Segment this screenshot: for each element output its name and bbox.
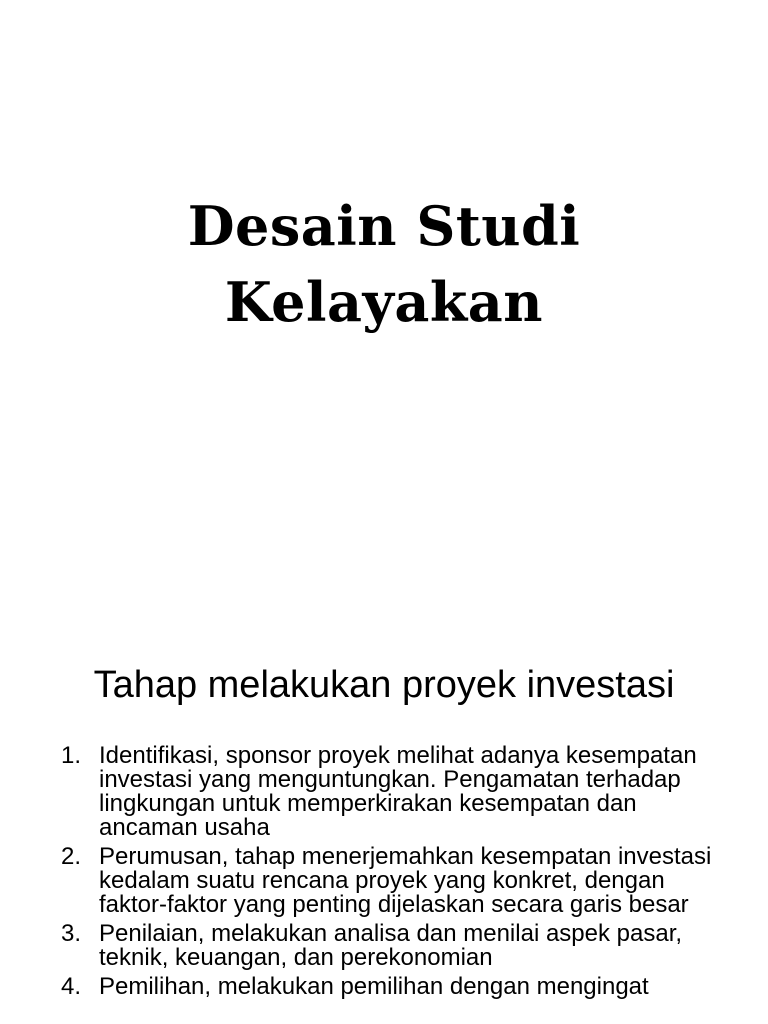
step-number: 2. [61, 843, 82, 870]
list-item-step-4 [0, 975, 768, 999]
step-number: 3. [61, 920, 82, 947]
list-item-step-3 [0, 922, 768, 970]
content-slide-heading: Tahap melakukan proyek investasi [93, 664, 675, 706]
slide-title-line-1: Desain Studi [187, 194, 581, 258]
step-text: Identifikasi, sponsor proyek melihat adanya kesempatan investasi yang menguntungkan. Pengamatan terhadap lingkungan untuk memperkirakan kesempatan dan ancaman usaha [99, 742, 697, 841]
step-number: 4. [61, 973, 82, 1000]
slide-title [0, 188, 768, 340]
list-item-step-2 [0, 845, 768, 917]
step-text: Pemilihan, melakukan pemilihan dengan mengingat [99, 973, 649, 1000]
step-number: 1. [61, 742, 82, 769]
step-text: Penilaian, melakukan analisa dan menilai aspek pasar, teknik, keuangan, dan perekonomian [99, 920, 683, 971]
content-slide [0, 620, 768, 1024]
list-item-step-1 [0, 744, 768, 840]
steps-list [0, 744, 768, 1004]
step-text: Perumusan, tahap menerjemahkan kesempatan investasi kedalam suatu rencana proyek yang konkret, dengan faktor-faktor yang penting dijelaskan secara garis besar [99, 843, 712, 918]
slide-title-line-2: Kelayakan [224, 270, 544, 334]
